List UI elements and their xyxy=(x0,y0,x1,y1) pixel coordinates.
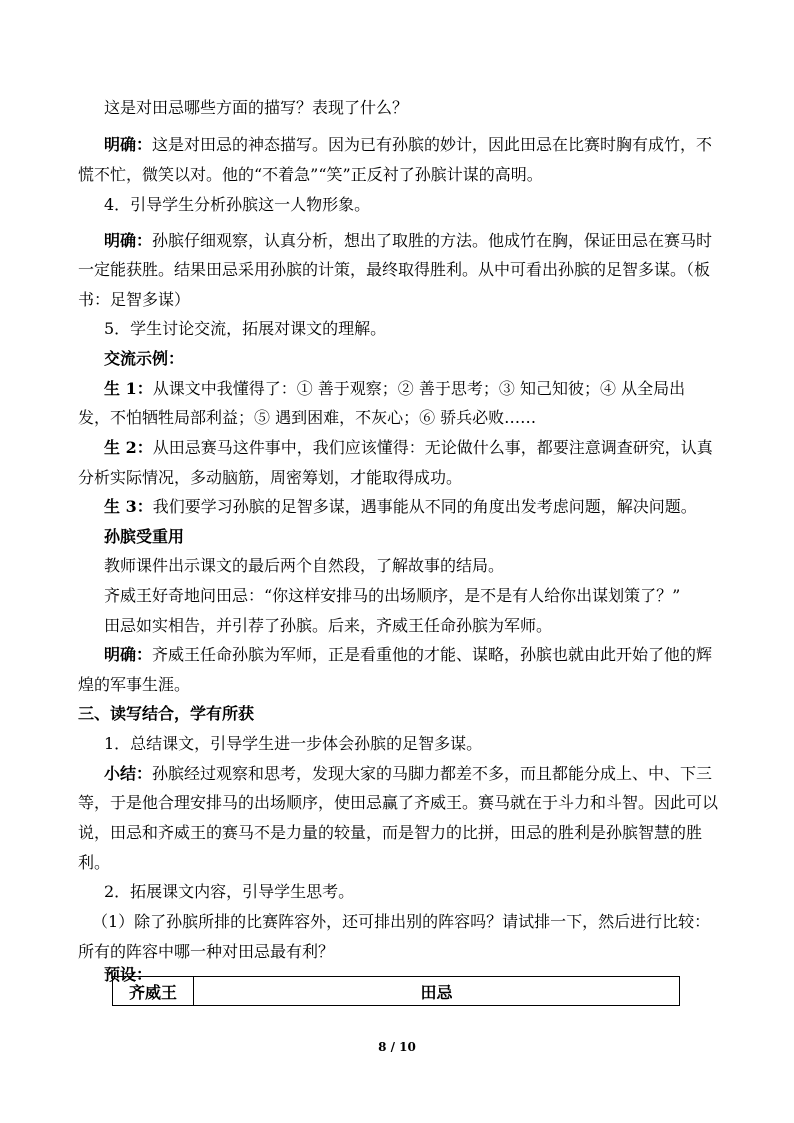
text-line xyxy=(78,823,702,843)
line-text: 这是对田忌的神态描写。因为已有孙膑的妙计，因此田忌在比赛时胸有成竹，不 xyxy=(152,135,713,154)
text-line xyxy=(104,882,354,902)
text-line xyxy=(78,793,718,813)
text-line xyxy=(104,98,408,118)
text-line xyxy=(104,556,504,576)
line-text: 书：足智多谋） xyxy=(78,290,191,309)
line-label: 明确： xyxy=(104,135,153,154)
text-line xyxy=(78,260,710,280)
line-text: 一定能获胜。结果田忌采用孙膑的计策，最终取得胜利。从中可看出孙膑的足智多谋。（板 xyxy=(78,260,711,279)
line-text: 等，于是他合理安排马的出场顺序，使田忌赢了齐威王。赛马就在于斗力和斗智。因此可以 xyxy=(78,793,719,812)
line-text: 我们要学习孙膑的足智多谋，遇事能从不同的角度出发考虑问题，解决问题。 xyxy=(152,497,697,516)
line-text: 教师课件出示课文的最后两个自然段，了解故事的结局。 xyxy=(104,556,505,575)
text-line xyxy=(104,527,184,547)
line-label: 三、读写结合，学有所获 xyxy=(78,704,255,723)
line-text: 齐威王好奇地问田忌：“你这样安排马的出场顺序，是不是有人给你出谋划策了？” xyxy=(104,586,681,605)
line-label: 小结： xyxy=(104,764,153,783)
line-text: 慌不忙，微笑以对。他的“不着急”“笑”正反衬了孙膑计谋的高明。 xyxy=(78,165,543,184)
table-header-qiweiwang: 齐威王 xyxy=(113,977,194,1005)
text-line xyxy=(104,764,712,784)
line-label: 生 1： xyxy=(104,379,153,398)
line-text: 田忌如实相告，并引荐了孙膑。后来，齐威王任命孙膑为军师。 xyxy=(104,616,553,635)
text-line xyxy=(104,586,680,606)
line-text: 分析实际情况，多动脑筋，周密筹划，才能取得成功。 xyxy=(78,468,463,487)
text-line xyxy=(104,734,482,754)
text-line xyxy=(104,349,184,369)
text-line xyxy=(78,853,110,873)
text-line xyxy=(104,379,685,399)
table-header-tianji: 田忌 xyxy=(420,982,453,1002)
text-line xyxy=(104,438,713,458)
line-text: 从课文中我懂得了：① 善于观察；② 善于思考；③ 知己知彼；④ 从全局出 xyxy=(152,379,686,398)
line-text: 说，田忌和齐威王的赛马不是力量的较量，而是智力的比拼，田忌的胜利是孙膑智慧的胜 xyxy=(78,823,703,842)
line-label: 明确： xyxy=(104,645,153,664)
text-line xyxy=(92,912,710,932)
line-text: 5．学生讨论交流，拓展对课文的理解。 xyxy=(104,319,387,338)
text-line xyxy=(104,231,712,251)
line-text: 孙膑经过观察和思考，发现大家的马脚力都差不多，而且都能分成上、中、下三 xyxy=(152,764,713,783)
line-text: （1）除了孙膑所排的比赛阵容外，还可排出别的阵容吗？请试排一下，然后进行比较： xyxy=(92,912,711,931)
text-line xyxy=(104,497,697,517)
text-line xyxy=(78,290,190,310)
text-line xyxy=(78,468,462,488)
text-line xyxy=(104,645,712,665)
line-text: 从田忌赛马这件事中，我们应该懂得：无论做什么事，都要注意调查研究，认真 xyxy=(152,438,713,457)
line-text: 发，不怕牺牲局部利益；⑤ 遇到困难，不灰心；⑥ 骄兵必败…… xyxy=(78,408,537,427)
text-line xyxy=(78,704,254,724)
line-label: 生 3： xyxy=(104,497,153,516)
line-text: 煌的军事生涯。 xyxy=(78,675,191,694)
line-text: 利。 xyxy=(78,853,111,872)
text-line xyxy=(104,195,370,215)
text-line xyxy=(104,319,386,339)
line-text: 所有的阵容中哪一种对田忌最有利？ xyxy=(78,942,335,961)
text-line xyxy=(78,165,543,185)
line-text: 齐威王任命孙膑为军师，正是看重他的才能、谋略，孙膑也就由此开始了他的辉 xyxy=(152,645,713,664)
line-label: 生 2： xyxy=(104,438,153,457)
text-line xyxy=(104,616,552,636)
line-label: 交流示例： xyxy=(104,349,185,368)
page-number: 8 / 10 xyxy=(378,1040,416,1054)
line-text: 4．引导学生分析孙膑这一人物形象。 xyxy=(104,195,371,214)
text-line xyxy=(104,135,712,155)
line-text: 2．拓展课文内容，引导学生思考。 xyxy=(104,882,355,901)
text-line xyxy=(78,942,334,962)
line-text: 这是对田忌哪些方面的描写？表现了什么？ xyxy=(104,98,409,117)
line-text: 1．总结课文，引导学生进一步体会孙膑的足智多谋。 xyxy=(104,734,483,753)
line-label: 明确： xyxy=(104,231,153,250)
line-label: 预设： xyxy=(104,965,153,984)
line-label: 孙膑受重用 xyxy=(104,527,185,546)
text-line xyxy=(78,675,190,695)
line-text: 孙膑仔细观察，认真分析，想出了取胜的方法。他成竹在胸，保证田忌在赛马时 xyxy=(152,231,713,250)
text-line xyxy=(78,408,536,428)
comparison-table xyxy=(112,976,680,1006)
